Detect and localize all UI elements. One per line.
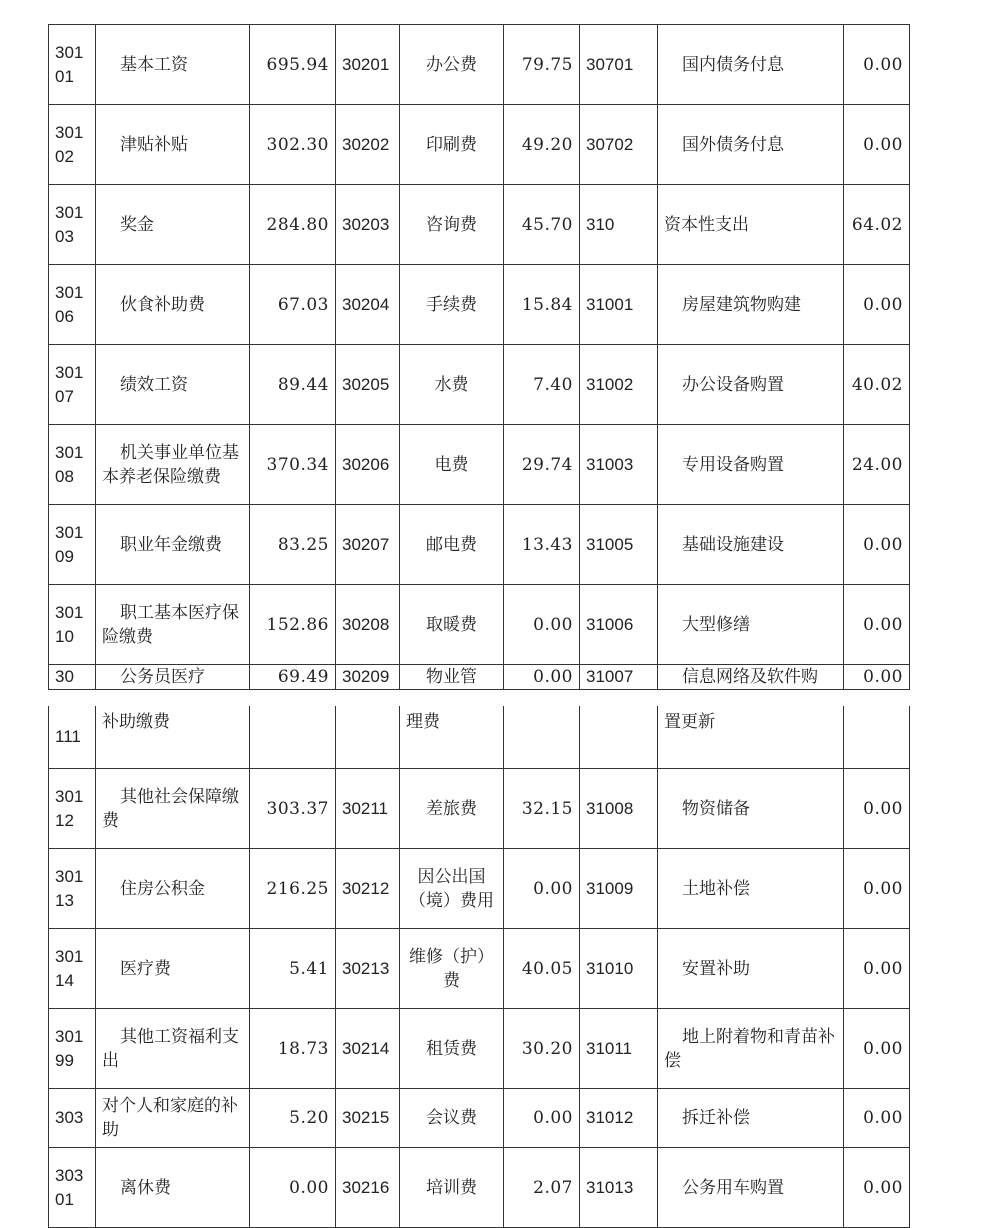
table-row (49, 425, 910, 505)
amount: 0.00 (844, 929, 910, 1009)
amount: 30.20 (504, 1009, 580, 1089)
table-row (49, 929, 910, 1009)
amount: 5.20 (250, 1089, 336, 1148)
item-name: 国内债务付息 (658, 25, 844, 105)
econ-code: 31003 (580, 425, 658, 505)
table-row (49, 849, 910, 929)
amount: 695.94 (250, 25, 336, 105)
econ-code: 30301 (49, 1148, 96, 1228)
amount: 29.74 (504, 425, 580, 505)
item-name: 伙食补助费 (96, 265, 250, 345)
econ-code: 31011 (580, 1009, 658, 1089)
amount: 5.41 (250, 929, 336, 1009)
item-name: 对个人和家庭的补助 (96, 1089, 250, 1148)
econ-code: 31007 (580, 665, 658, 690)
continuation-row (49, 706, 910, 769)
item-name: 其他社会保障缴费 (96, 769, 250, 849)
item-name: 大型修缮 (658, 585, 844, 665)
item-name: 拆迁补偿 (658, 1089, 844, 1148)
econ-code: 30209 (336, 665, 400, 690)
amount: 49.20 (504, 105, 580, 185)
empty-cell (844, 706, 910, 769)
amount: 32.15 (504, 769, 580, 849)
item-name: 差旅费 (400, 769, 504, 849)
amount: 0.00 (844, 665, 910, 690)
item-name: 理费 (400, 706, 504, 769)
table-row (49, 105, 910, 185)
table-top-body (49, 25, 910, 690)
item-name: 地上附着物和青苗补偿 (658, 1009, 844, 1089)
empty-cell (250, 706, 336, 769)
econ-code: 30 (49, 665, 96, 690)
econ-code: 30113 (49, 849, 96, 929)
econ-code: 30101 (49, 25, 96, 105)
amount: 89.44 (250, 345, 336, 425)
econ-code: 30106 (49, 265, 96, 345)
table-row (49, 769, 910, 849)
amount: 0.00 (844, 1009, 910, 1089)
empty-cell (580, 706, 658, 769)
empty-cell (504, 706, 580, 769)
amount: 67.03 (250, 265, 336, 345)
item-name: 置更新 (658, 706, 844, 769)
amount: 370.34 (250, 425, 336, 505)
amount: 0.00 (844, 1148, 910, 1228)
item-name: 因公出国（境）费用 (400, 849, 504, 929)
table-row (49, 1009, 910, 1089)
econ-code: 31010 (580, 929, 658, 1009)
amount: 0.00 (844, 1089, 910, 1148)
item-name: 咨询费 (400, 185, 504, 265)
econ-code: 31002 (580, 345, 658, 425)
item-name: 职工基本医疗保险缴费 (96, 585, 250, 665)
amount: 15.84 (504, 265, 580, 345)
item-name: 手续费 (400, 265, 504, 345)
item-name: 专用设备购置 (658, 425, 844, 505)
amount: 0.00 (844, 265, 910, 345)
amount: 64.02 (844, 185, 910, 265)
amount: 18.73 (250, 1009, 336, 1089)
econ-code: 30215 (336, 1089, 400, 1148)
table-row (49, 1148, 910, 1228)
econ-code: 30109 (49, 505, 96, 585)
item-name: 租赁费 (400, 1009, 504, 1089)
econ-code: 30702 (580, 105, 658, 185)
econ-code: 30112 (49, 769, 96, 849)
item-name: 住房公积金 (96, 849, 250, 929)
item-name: 培训费 (400, 1148, 504, 1228)
econ-code: 30110 (49, 585, 96, 665)
table-row (49, 345, 910, 425)
econ-code: 30211 (336, 769, 400, 849)
econ-code: 31001 (580, 265, 658, 345)
econ-code: 31013 (580, 1148, 658, 1228)
econ-code: 30214 (336, 1009, 400, 1089)
amount: 0.00 (504, 849, 580, 929)
table-row (49, 185, 910, 265)
amount: 152.86 (250, 585, 336, 665)
amount: 0.00 (504, 665, 580, 690)
item-name: 办公设备购置 (658, 345, 844, 425)
item-name: 公务员医疗 (96, 665, 250, 690)
item-name: 公务用车购置 (658, 1148, 844, 1228)
econ-code: 30103 (49, 185, 96, 265)
econ-code: 30212 (336, 849, 400, 929)
item-name: 其他工资福利支出 (96, 1009, 250, 1089)
econ-code: 30114 (49, 929, 96, 1009)
table-row (49, 585, 910, 665)
econ-code: 30701 (580, 25, 658, 105)
econ-code: 30208 (336, 585, 400, 665)
item-name: 会议费 (400, 1089, 504, 1148)
table-row (49, 665, 910, 690)
item-name: 物业管 (400, 665, 504, 690)
item-name: 离休费 (96, 1148, 250, 1228)
amount: 0.00 (844, 585, 910, 665)
econ-code: 30199 (49, 1009, 96, 1089)
econ-code: 30216 (336, 1148, 400, 1228)
item-name: 职业年金缴费 (96, 505, 250, 585)
amount: 40.05 (504, 929, 580, 1009)
econ-code: 30204 (336, 265, 400, 345)
econ-code: 303 (49, 1089, 96, 1148)
amount: 7.40 (504, 345, 580, 425)
econ-code: 31009 (580, 849, 658, 929)
econ-code: 30107 (49, 345, 96, 425)
item-name: 维修（护）费 (400, 929, 504, 1009)
econ-code: 31012 (580, 1089, 658, 1148)
amount: 2.07 (504, 1148, 580, 1228)
item-name: 物资储备 (658, 769, 844, 849)
item-name: 电费 (400, 425, 504, 505)
amount: 40.02 (844, 345, 910, 425)
empty-cell (336, 706, 400, 769)
item-name: 奖金 (96, 185, 250, 265)
amount: 0.00 (844, 25, 910, 105)
item-name: 安置补助 (658, 929, 844, 1009)
econ-code: 31006 (580, 585, 658, 665)
table-row (49, 265, 910, 345)
econ-code: 30213 (336, 929, 400, 1009)
table-row (49, 1089, 910, 1148)
table-bottom-body (49, 706, 910, 1228)
table-row (49, 25, 910, 105)
item-name: 医疗费 (96, 929, 250, 1009)
amount: 45.70 (504, 185, 580, 265)
amount: 0.00 (844, 105, 910, 185)
item-name: 补助缴费 (96, 706, 250, 769)
amount: 0.00 (504, 1089, 580, 1148)
item-name: 信息网络及软件购 (658, 665, 844, 690)
econ-code: 310 (580, 185, 658, 265)
item-name: 办公费 (400, 25, 504, 105)
amount: 83.25 (250, 505, 336, 585)
item-name: 资本性支出 (658, 185, 844, 265)
econ-code: 30203 (336, 185, 400, 265)
econ-code: 30108 (49, 425, 96, 505)
econ-code: 31005 (580, 505, 658, 585)
item-name: 基本工资 (96, 25, 250, 105)
item-name: 水费 (400, 345, 504, 425)
econ-code: 30201 (336, 25, 400, 105)
amount: 303.37 (250, 769, 336, 849)
amount: 69.49 (250, 665, 336, 690)
amount: 0.00 (844, 505, 910, 585)
amount: 216.25 (250, 849, 336, 929)
item-name: 取暖费 (400, 585, 504, 665)
econ-code: 31008 (580, 769, 658, 849)
item-name: 国外债务付息 (658, 105, 844, 185)
econ-code: 30206 (336, 425, 400, 505)
econ-code: 30207 (336, 505, 400, 585)
amount: 0.00 (844, 849, 910, 929)
item-name: 房屋建筑物购建 (658, 265, 844, 345)
econ-code: 30102 (49, 105, 96, 185)
amount: 302.30 (250, 105, 336, 185)
item-name: 机关事业单位基本养老保险缴费 (96, 425, 250, 505)
table-row (49, 505, 910, 585)
item-name: 土地补偿 (658, 849, 844, 929)
amount: 0.00 (250, 1148, 336, 1228)
econ-code: 111 (49, 706, 96, 769)
item-name: 基础设施建设 (658, 505, 844, 585)
amount: 0.00 (844, 769, 910, 849)
amount: 284.80 (250, 185, 336, 265)
item-name: 邮电费 (400, 505, 504, 585)
budget-table-bottom (48, 706, 910, 1228)
item-name: 绩效工资 (96, 345, 250, 425)
amount: 13.43 (504, 505, 580, 585)
amount: 24.00 (844, 425, 910, 505)
amount: 79.75 (504, 25, 580, 105)
item-name: 津贴补贴 (96, 105, 250, 185)
econ-code: 30202 (336, 105, 400, 185)
amount: 0.00 (504, 585, 580, 665)
item-name: 印刷费 (400, 105, 504, 185)
budget-table-top (48, 24, 910, 690)
econ-code: 30205 (336, 345, 400, 425)
